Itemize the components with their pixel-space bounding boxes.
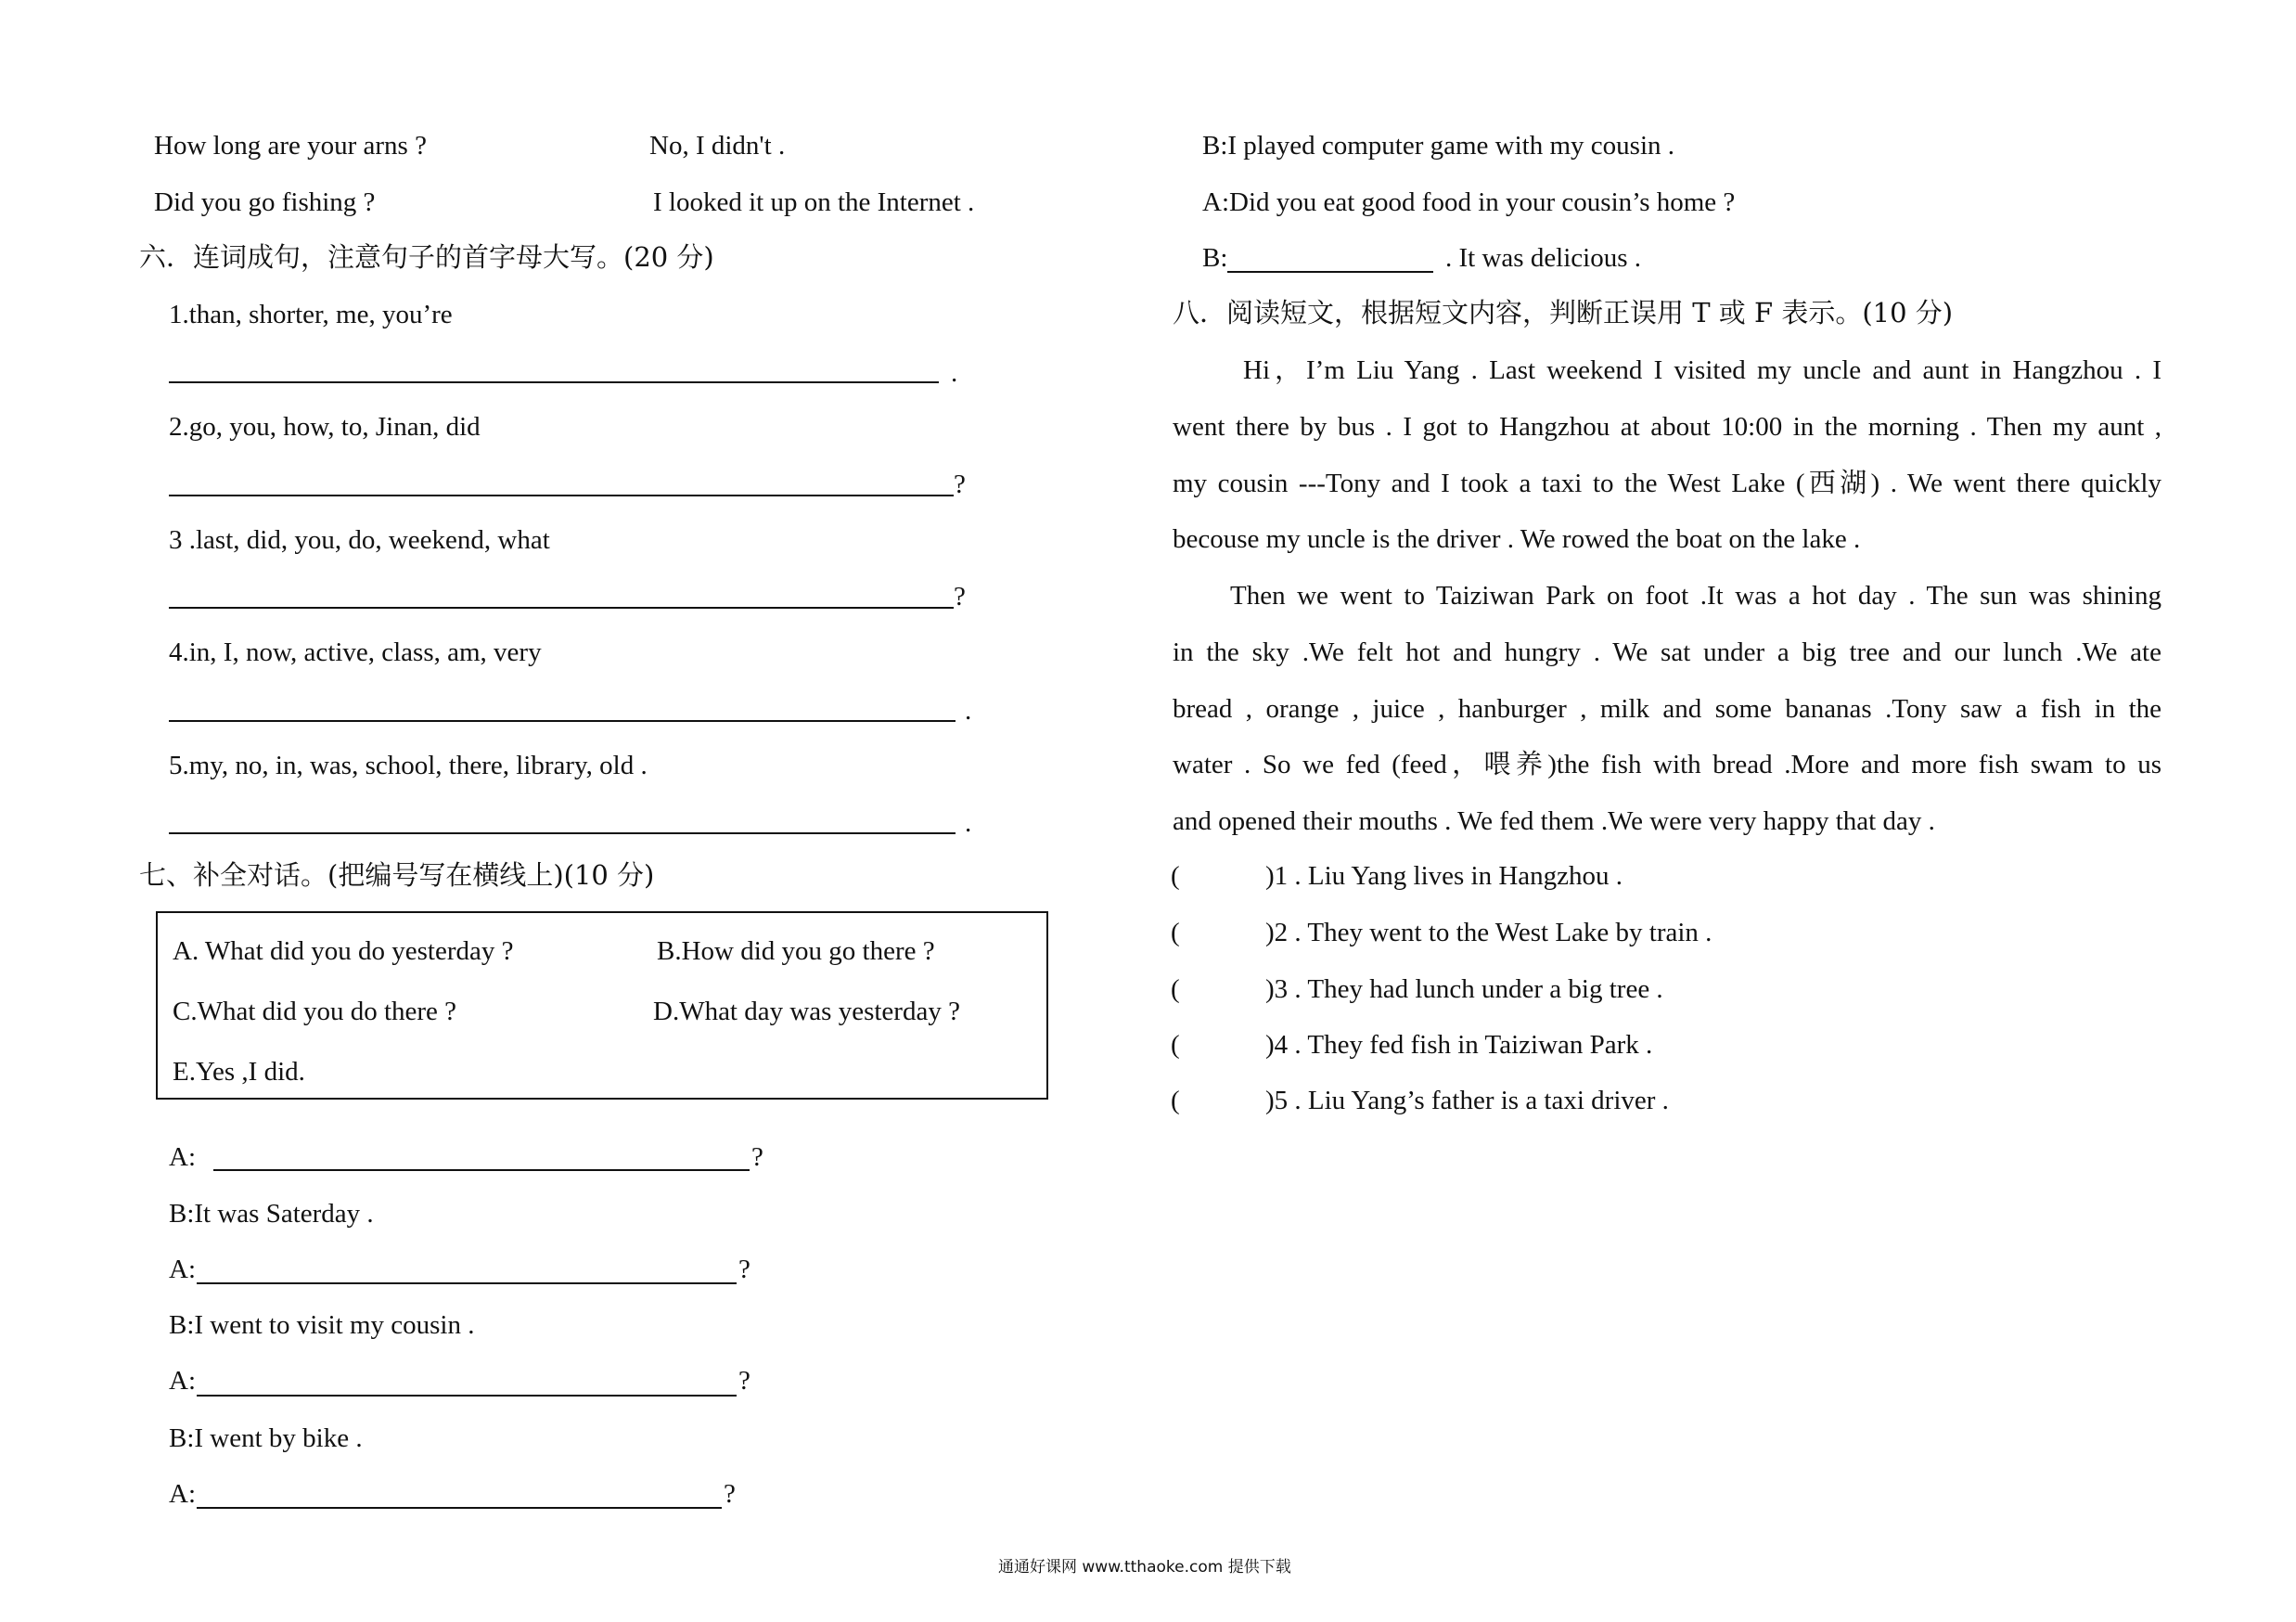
dialogue-blank-1[interactable] xyxy=(213,1169,750,1171)
carryover-left-2: Did you go fishing ? xyxy=(154,187,376,217)
dialogue-blank-5[interactable] xyxy=(197,1395,737,1397)
dialogue-end-1: ? xyxy=(751,1142,763,1172)
dialogue-line-2: B:It was Saterday . xyxy=(169,1199,374,1229)
section6-end-2: ? xyxy=(954,470,966,499)
dialogue-cont-1: B:I played computer game with my cousin . xyxy=(1202,131,1675,161)
dialogue-blank-3[interactable] xyxy=(197,1282,737,1284)
para2-line-5: and opened their mouths . We fed them .We were very happy that day . xyxy=(1173,806,1935,837)
section6-end-1: . xyxy=(951,358,958,388)
section6-end-5: . xyxy=(965,808,972,838)
para1-line-1: Hi，I’m Liu Yang . Last weekend I visited my uncle and aunt in Hangzhou . I xyxy=(1243,355,2161,385)
dialogue-end-7: ? xyxy=(724,1479,736,1509)
section6-end-4: . xyxy=(965,696,972,726)
section6-answer-line-3[interactable] xyxy=(169,607,954,609)
reading-paragraph-1 xyxy=(1173,342,2161,568)
footer-watermark: 通通好课网 www.tthaoke.com 提供下载 xyxy=(998,1558,1291,1577)
tf-paren-1[interactable]: ( xyxy=(1171,861,1180,891)
section6-answer-line-4[interactable] xyxy=(169,720,956,722)
tf-paren-3[interactable]: ( xyxy=(1171,974,1180,1004)
para2-line-1: Then we went to Taiziwan Park on foot .It was a hot day . The sun was shining xyxy=(1230,581,2161,611)
dialogue-cont-blank[interactable] xyxy=(1227,271,1433,273)
dialogue-blank-7[interactable] xyxy=(197,1507,722,1509)
tf-item-4: )4 . They fed fish in Taiziwan Park . xyxy=(1265,1030,1653,1060)
section6-answer-line-2[interactable] xyxy=(169,495,954,496)
dialogue-label-3: A: xyxy=(169,1255,196,1284)
dialogue-cont-2: A:Did you eat good food in your cousin’s home ? xyxy=(1202,187,1736,217)
dialogue-end-3: ? xyxy=(738,1255,750,1284)
tf-item-2: )2 . They went to the West Lake by train . xyxy=(1265,918,1712,947)
option-c: C.What did you do there ? xyxy=(173,997,457,1026)
dialogue-label-7: A: xyxy=(169,1479,196,1509)
dialogue-line-4: B:I went to visit my cousin . xyxy=(169,1310,475,1340)
tf-item-1: )1 . Liu Yang lives in Hangzhou . xyxy=(1265,861,1623,891)
dialogue-line-6: B:I went by bike . xyxy=(169,1423,363,1453)
section6-prompt-2: 2.go, you, how, to, Jinan, did xyxy=(169,412,481,442)
option-b: B.How did you go there ? xyxy=(657,936,935,966)
para1-line-3: my cousin ---Tony and I took a taxi to the West Lake (西湖) . We went there quickly xyxy=(1173,468,2161,498)
para1-line-4: becouse my uncle is the driver . We rowed the boat on the lake . xyxy=(1173,524,1861,555)
para2-line-4: water . So we fed (feed，喂养)the fish with bread .More and more fish swam to us xyxy=(1173,750,2161,780)
section6-answer-line-5[interactable] xyxy=(169,832,956,834)
section6-heading: 六．连词成句，注意句子的首字母大写。(20 分) xyxy=(139,241,714,273)
dialogue-label-5: A: xyxy=(169,1366,196,1396)
carryover-right-1: No, I didn't . xyxy=(649,131,786,161)
dialogue-label-1: A: xyxy=(169,1142,196,1172)
dialogue-cont-end: . It was delicious . xyxy=(1445,243,1642,273)
section6-end-3: ? xyxy=(954,582,966,611)
para2-line-3: bread , orange , juice , hanburger , milk and some bananas .Tony saw a fish in the xyxy=(1173,693,2161,724)
section7-heading: 七、补全对话。(把编号写在横线上)(10 分) xyxy=(139,859,655,891)
section6-prompt-3: 3 .last, did, you, do, weekend, what xyxy=(169,525,550,555)
section6-prompt-1: 1.than, shorter, me, you’re xyxy=(169,300,453,329)
tf-paren-4[interactable]: ( xyxy=(1171,1030,1180,1060)
section6-prompt-4: 4.in, I, now, active, class, am, very xyxy=(169,637,542,667)
tf-paren-5[interactable]: ( xyxy=(1171,1086,1180,1115)
tf-item-5: )5 . Liu Yang’s father is a taxi driver . xyxy=(1265,1086,1669,1115)
tf-paren-2[interactable]: ( xyxy=(1171,918,1180,947)
reading-paragraph-2 xyxy=(1173,568,2161,850)
section6-answer-line-1[interactable] xyxy=(169,381,939,383)
option-e: E.Yes ,I did. xyxy=(173,1057,305,1087)
section8-heading: 八．阅读短文，根据短文内容，判断正误用 T 或 F 表示。(10 分) xyxy=(1173,297,1954,328)
dialogue-cont-label: B: xyxy=(1202,243,1228,273)
carryover-right-2: I looked it up on the Internet . xyxy=(653,187,975,217)
section6-prompt-5: 5.my, no, in, was, school, there, library, old . xyxy=(169,751,648,780)
option-d: D.What day was yesterday ? xyxy=(653,997,960,1026)
option-a: A. What did you do yesterday ? xyxy=(173,936,514,966)
para1-line-2: went there by bus . I got to Hangzhou at about 10:00 in the morning . Then my aunt , xyxy=(1173,411,2161,442)
carryover-left-1: How long are your arns ? xyxy=(154,131,427,161)
dialogue-end-5: ? xyxy=(738,1366,750,1396)
tf-item-3: )3 . They had lunch under a big tree . xyxy=(1265,974,1663,1004)
para2-line-2: in the sky .We felt hot and hungry . We sat under a big tree and our lunch .We ate xyxy=(1173,637,2161,667)
